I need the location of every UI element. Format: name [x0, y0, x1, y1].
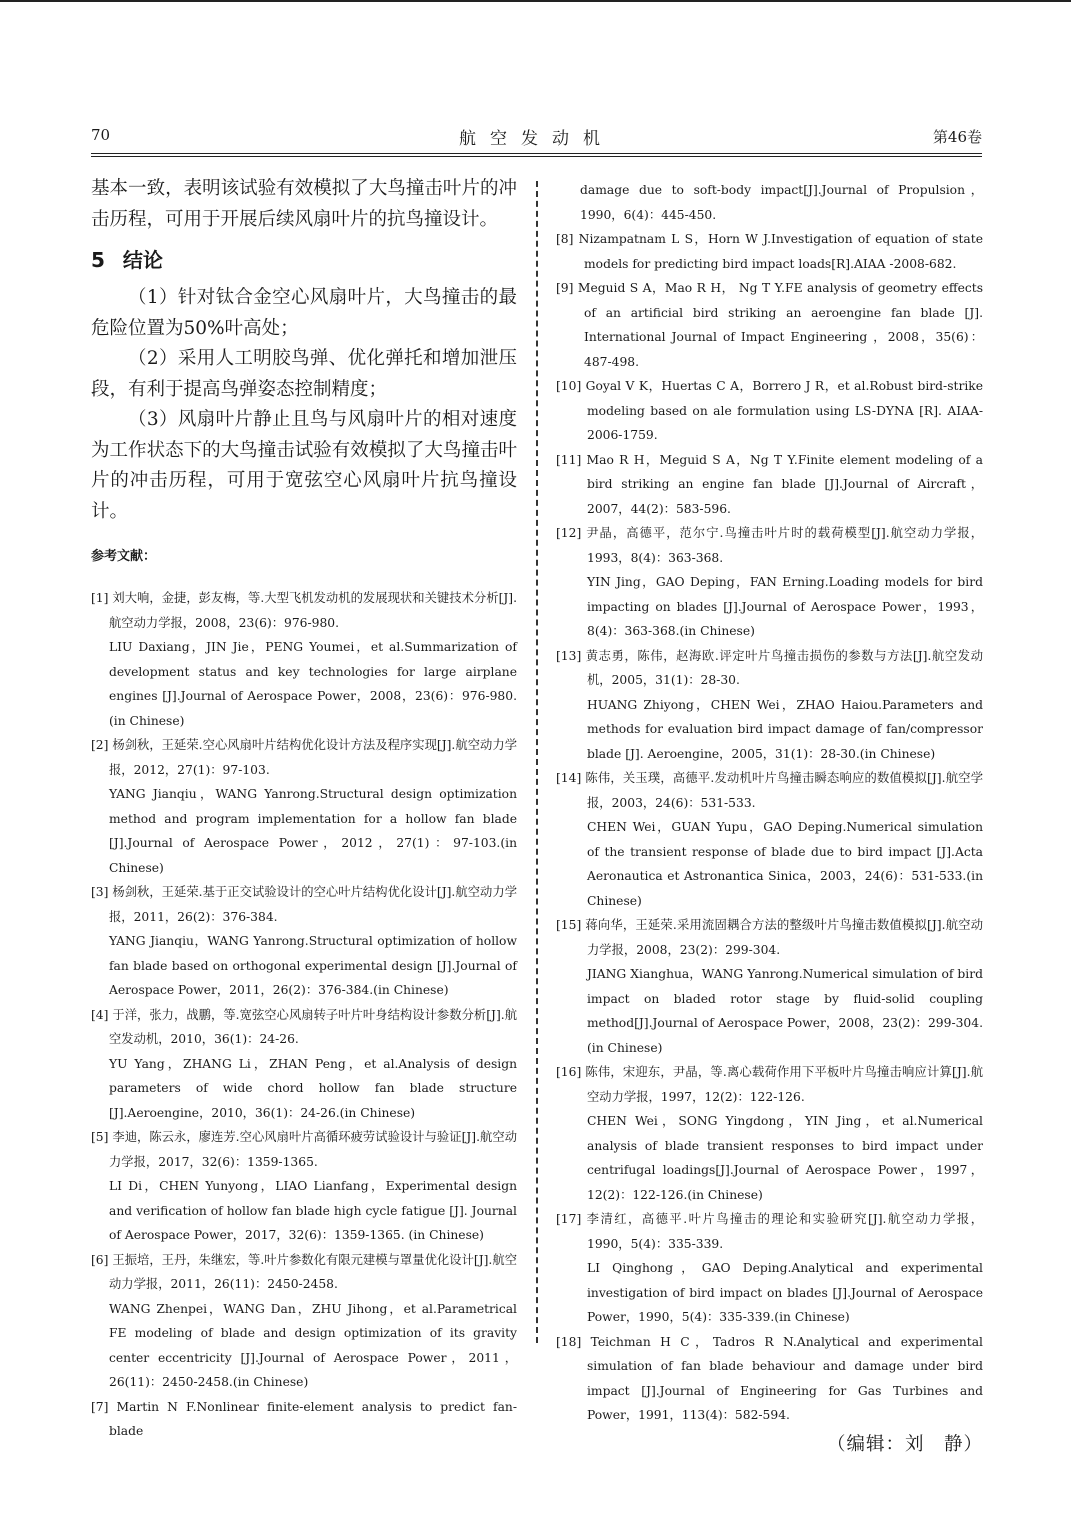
reference-text: [5] 李迪，陈云永，廖连芳.空心风扇叶片高循环疲劳试验设计与验证[J].航空动力学报，2017，32(6)：1359-1365. [91, 1130, 517, 1169]
reference-list-right [556, 178, 983, 1428]
reference-item [556, 913, 983, 1060]
journal-title: 航空发动机 [459, 129, 614, 149]
reference-item [556, 644, 983, 767]
conclusion-item-2: （2）采用人工明胶鸟弹、优化弹托和增加泄压段，有利于提高鸟弹姿态控制精度； [91, 348, 517, 400]
reference-english-text: JIANG Xianghua，WANG Yanrong.Numerical simulation of bird impact on bladed rotor stage by fluid-solid coupling method[J].Journal of Aerospace Power，2008，23(2)：299-304.(in Chinese) [587, 967, 983, 1055]
reference-text: [16] 陈伟，宋迎东，尹晶，等.离心载荷作用下平板叶片鸟撞击响应计算[J].航空动力学报，1997，12(2)：122-126. [556, 1065, 983, 1104]
section-heading [91, 245, 517, 275]
reference-text: [4] 于洋，张力，战鹏，等.宽弦空心风扇转子叶片叶身结构设计参数分析[J].航空发动机，2010，36(1)：24-26. [91, 1007, 517, 1046]
reference-english-text: HUANG Zhiyong，CHEN Wei，ZHAO Haiou.Parameters and methods for evaluation bird impact damage of fan/compressor blade [J]. Aeroengine，2005，31(1)：28-30.(in Chinese) [587, 697, 983, 761]
reference-english-text: LIU Daxiang，JIN Jie，PENG Youmei，et al.Summarization of development status and key technologies for large airplane engines [J].Journal of Aerospace Power，2008，23(6)：976-980.(in Chinese) [109, 640, 517, 728]
reference-text: [13] 黄志勇，陈伟，赵海欧.评定叶片鸟撞击损伤的参数与方法[J].航空发动机，2005，31(1)：28-30. [556, 648, 983, 687]
reference-text: [12] 尹晶，高德平，范尔宁.鸟撞击叶片时的载荷模型[J].航空动力学报，1993，8(4)：363-368. [556, 526, 983, 565]
reference-english-text: CHEN Wei，GUAN Yupu，GAO Deping.Numerical simulation of the transient response of blade due to bird impact [J].Acta Aeronautica et Astronantica Sinica，2003，24(6)：531-533.(in Chinese) [587, 820, 983, 908]
reference-english-text: YANG Jianqiu，WANG Yanrong.Structural design optimization method and program implementation for a hollow fan blade [J].Journal of Aerospace Power，2012，27(1)：97-103.(in Chinese) [109, 787, 517, 875]
reference-text: [1] 刘大响，金捷，彭友梅，等.大型飞机发动机的发展现状和关键技术分析[J].航空动力学报，2008，23(6)：976-980. [91, 591, 517, 630]
reference-text: [15] 蒋向华，王延荣.采用流固耦合方法的整级叶片鸟撞击数值模拟[J].航空动力学报，2008，23(2)：299-304. [556, 918, 983, 957]
reference-item [91, 733, 517, 880]
reference-item [91, 1125, 517, 1248]
editor-credit: （编辑：刘 静） [826, 1433, 983, 1455]
reference-text: [9] Meguid S A，Mao R H， Ng T Y.FE analysis of geometry effects of an artificial bird striking an aeroengine fan blade [J]. International Journal of Impact Engineering ，2008，35(6)：487-498. [556, 281, 983, 369]
top-border-rule [0, 0, 1071, 2]
column-divider [536, 181, 538, 1343]
reference-english-text: CHEN Wei，SONG Yingdong，YIN Jing，et al.Numerical analysis of blade transient responses to bird impact under centrifugal loadings[J].Journal of Aerospace Power，1997，12(2)：122-126.(in Chinese) [587, 1114, 983, 1202]
right-column [556, 178, 983, 1456]
reference-item [556, 227, 983, 276]
reference-continuation: damage due to soft-body impact[J].Journal of Propulsion，1990，6(4)：445-450. [580, 183, 983, 222]
reference-item [556, 276, 983, 374]
reference-item [556, 766, 983, 913]
volume-label: 第46卷 [932, 128, 982, 146]
left-column [91, 174, 517, 1444]
header-rule-secondary [91, 156, 982, 157]
reference-english-text: LI Di，CHEN Yunyong，LIAO Lianfang，Experimental design and verification of hollow fan blade high cycle fatigue [J]. Journal of Aerospace Power，2017，32(6)：1359-1365. (in Chinese) [109, 1179, 517, 1242]
section-number: 5 [91, 248, 105, 272]
reference-list-left [91, 586, 517, 1444]
reference-text: [8] Nizampatnam L S，Horn W J.Investigation of equation of state models for predicting bird impact loads[R].AIAA -2008-682. [556, 232, 983, 271]
reference-item [91, 1003, 517, 1126]
reference-item [91, 880, 517, 1003]
reference-item [556, 1060, 983, 1207]
reference-text: [11] Mao R H，Meguid S A，Ng T Y.Finite element modeling of a bird striking an engine fan blade [J].Journal of Aircraft，2007，44(2)：583-596. [556, 452, 983, 516]
reference-text: [18] Teichman H C，Tadros R N.Analytical and experimental simulation of fan blade behaviour and damage under bird impact [J].Journal of Engineering for Gas Turbines and Power，1991，113(4)：582-594. [556, 1334, 983, 1422]
reference-item [556, 1207, 983, 1330]
header-rule [91, 153, 982, 154]
reference-text: [3] 杨剑秋，王延荣.基于正交试验设计的空心叶片结构优化设计[J].航空动力学报，2011，26(2)：376-384. [91, 885, 517, 924]
reference-text: [10] Goyal V K，Huertas C A，Borrero J R，et al.Robust bird-strike modeling based on ale formulation using LS-DYNA [R]. AIAA-2006-1759. [556, 379, 983, 442]
reference-english-text: LI Qinghong，GAO Deping.Analytical and experimental investigation of bird impact on blades [J].Journal of Aerospace Power，1990，5(4)：335-339.(in Chinese) [587, 1261, 983, 1324]
references-heading: 参考文献： [91, 549, 157, 564]
reference-item [556, 1330, 983, 1428]
reference-text: [6] 王振培，王丹，朱继宏，等.叶片参数化有限元建模与罩量优化设计[J].航空动力学报，2011，26(11)：2450-2458. [91, 1252, 517, 1291]
reference-text: [14] 陈伟，关玉璞，高德平.发动机叶片鸟撞击瞬态响应的数值模拟[J].航空学报，2003，24(6)：531-533. [556, 771, 983, 810]
reference-item [556, 374, 983, 448]
reference-item [91, 586, 517, 733]
reference-english-text: YIN Jing，GAO Deping，FAN Erning.Loading models for bird impacting on blades [J].Journal of Aerospace Power，1993，8(4)：363-368.(in Chinese) [587, 575, 983, 638]
reference-text: [7] Martin N F.Nonlinear finite-element analysis to predict fan-blade [91, 1399, 517, 1438]
body-paragraph-continued: 基本一致，表明该试验有效模拟了大鸟撞击叶片的冲击历程，可用于开展后续风扇叶片的抗鸟撞设计。 [91, 178, 517, 230]
reference-item [556, 521, 983, 644]
reference-text: [2] 杨剑秋，王延荣.空心风扇叶片结构优化设计方法及程序实现[J].航空动力学报，2012，27(1)：97-103. [91, 738, 517, 777]
reference-english-text: YU Yang，ZHANG Li，ZHAN Peng，et al.Analysis of design parameters of wide chord hollow fan blade structure [J].Aeroengine，2010，36(1)：24-26.(in Chinese) [109, 1056, 517, 1120]
page-number: 70 [91, 126, 111, 144]
section-title: 结论 [122, 248, 163, 272]
conclusion-item-1: （1）针对钛合金空心风扇叶片，大鸟撞击的最危险位置为50%叶高处； [91, 287, 517, 339]
page-header [91, 126, 982, 152]
reference-text: [17] 李清红，高德平.叶片鸟撞击的理论和实验研究[J].航空动力学报，1990，5(4)：335-339. [556, 1212, 983, 1251]
reference-item [91, 1395, 517, 1444]
conclusion-item-3: （3）风扇叶片静止且鸟与风扇叶片的相对速度为工作状态下的大鸟撞击试验有效模拟了大鸟撞击叶片的冲击历程，可用于宽弦空心风扇叶片抗鸟撞设计。 [91, 409, 517, 522]
reference-item [91, 1248, 517, 1395]
reference-english-text: WANG Zhenpei，WANG Dan，ZHU Jihong，et al.Parametrical FE modeling of blade and design optimization of its gravity center eccentricity [J].Journal of Aerospace Power，2011，26(11)：2450-2458.(in Chinese) [109, 1301, 517, 1389]
reference-english-text: YANG Jianqiu，WANG Yanrong.Structural optimization of hollow fan blade based on orthogonal experimental design [J].Journal of Aerospace Power，2011，26(2)：376-384.(in Chinese) [109, 934, 517, 997]
reference-item [556, 448, 983, 522]
reference-item [556, 178, 983, 227]
